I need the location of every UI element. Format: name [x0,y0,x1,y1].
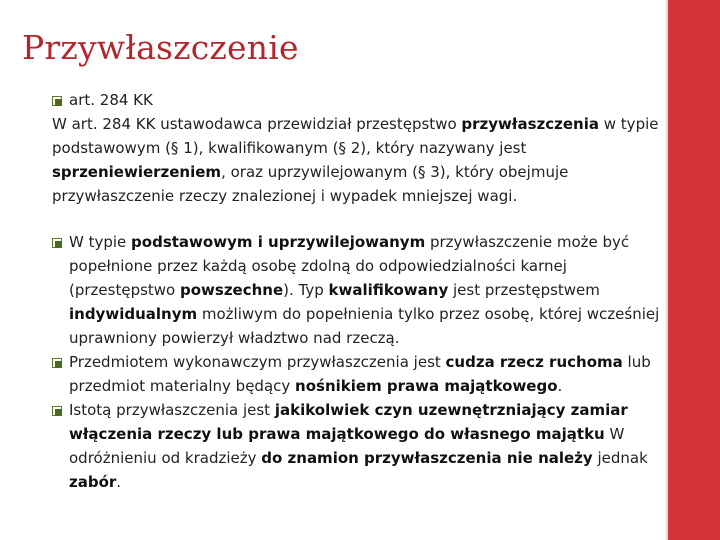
slide-body [52,88,664,494]
square-bullet-icon [52,96,62,106]
text-run: lub przedmiot materialny będący [69,353,651,395]
slide-title: Przywłaszczenie [22,28,299,67]
bold-text-run: nośnikiem prawa majątkowego [295,377,558,395]
bullet-text [69,233,659,347]
bold-text-run: cudza rzecz ruchoma [445,353,623,371]
text-run: . [557,377,563,395]
square-bullet-icon [52,238,62,248]
bold-text-run: sprzeniewierzeniem [52,163,222,181]
spacer [52,208,664,230]
intro-paragraph-text [52,115,658,205]
bullet-text [69,353,651,395]
bold-text-run: podstawowym i uprzywilejowanym [131,233,426,251]
text-run: jednak [592,449,648,467]
text-run: W art. 284 KK ustawodawca przewidział przestępstwo [52,115,462,133]
bold-text-run: powszechne [180,281,284,299]
text-run: Istotą przywłaszczenia jest [69,401,275,419]
text-run: W typie [69,233,132,251]
accent-bar [668,0,720,540]
bold-text-run: kwalifikowany [328,281,449,299]
text-run: w typie podstawowym (§ 1), kwalifikowanym (§ 2), który nazywany jest [52,115,659,157]
text-run: przywłaszczenie może być popełnione przez każdą osobę zdolną do odpowiedzialności karnej (przestępstwo [69,233,630,299]
text-run: Przedmiotem wykonawczym przywłaszczenia jest [69,353,446,371]
bullet-item [52,230,664,350]
text-run: możliwym do popełnienia tylko przez osobę, której wcześniej uprawniony powierzył władztwo nad rzeczą. [69,305,660,347]
intro-paragraph [0,112,664,208]
text-run: jest przestępstwem [448,281,600,299]
bullet-text [69,401,648,491]
intro-heading: art. 284 KK [69,91,153,109]
bold-text-run: jakikolwiek czyn uzewnętrzniający zamiar włączenia rzeczy lub prawa majątkowego do własnego majątku [69,401,628,443]
bold-text-run: zabór [69,473,117,491]
text-run: ). Typ [283,281,329,299]
bold-text-run: przywłaszczenia [461,115,599,133]
square-bullet-icon [52,406,62,416]
bold-text-run: do znamion przywłaszczenia nie należy [261,449,593,467]
text-run: , oraz uprzywilejowanym (§ 3), który obejmuje przywłaszczenie rzeczy znalezionej i wypadek mniejszej wagi. [52,163,569,205]
text-run: . [116,473,122,491]
bold-text-run: indywidualnym [69,305,198,323]
text-run: W odróżnieniu od kradzieży [69,425,625,467]
bullet-item [52,398,664,494]
bullet-item [52,350,664,398]
intro-heading-line [52,88,664,112]
square-bullet-icon [52,358,62,368]
